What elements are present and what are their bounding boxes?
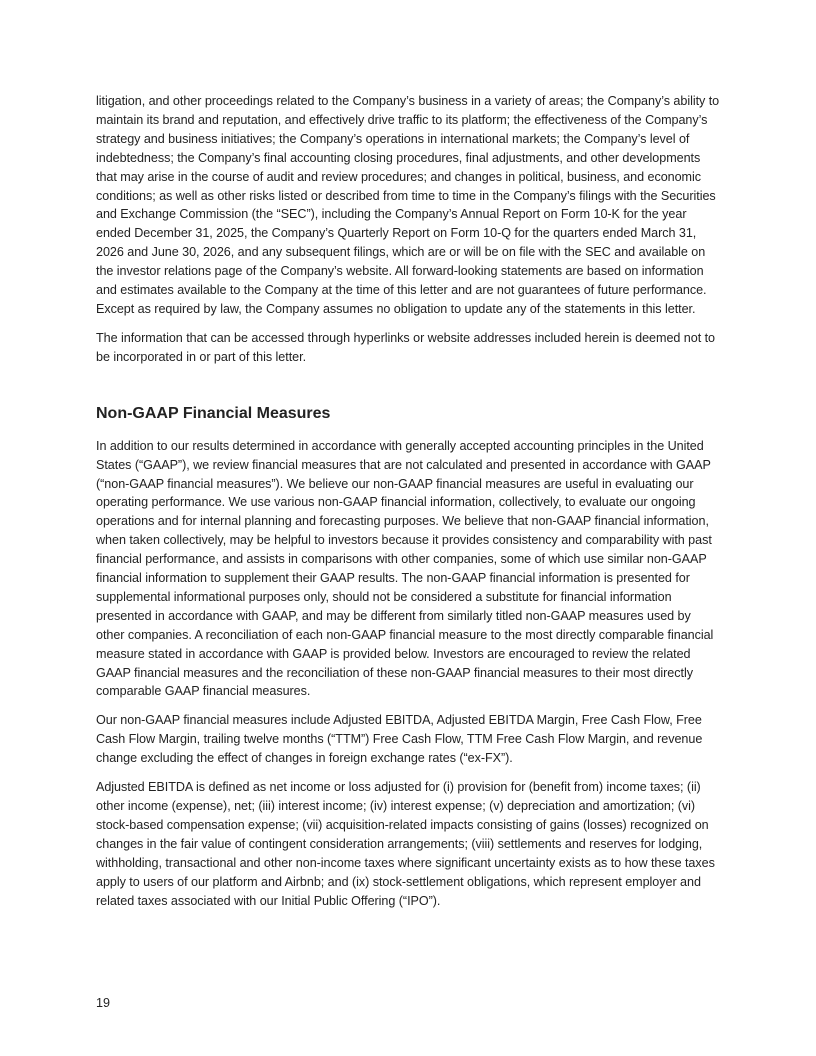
non-gaap-measures-list-paragraph: Our non-GAAP financial measures include Adjusted EBITDA, Adjusted EBITDA Margin, Free Cash Flow, Free Cash Flow Margin, trailing twelve months (“TTM”) Free Cash Flow, TTM Free Cash Flow Margin, and revenue change excluding the effect of changes in foreign exchange rates (“ex-FX”). bbox=[96, 713, 703, 766]
page-number: 19 bbox=[96, 996, 111, 1010]
section-heading: Non-GAAP Financial Measures bbox=[96, 404, 331, 422]
non-gaap-intro-paragraph: In addition to our results determined in accordance with generally accepted accounting principles in the United States (“GAAP”), we review financial measures that are not calculated and presented in accordance with GAAP (“non-GAAP financial measures”). We believe our non-GAAP financial measures are useful in evaluating our operating performance. We use various non-GAAP financial information, collectively, to evaluate our ongoing operations and for internal planning and forecasting purposes. We believe that non-GAAP financial information, when taken collectively, may be helpful to investors because it provides consistency and comparability with past financial performance, and assists in comparisons with other companies, some of which use similar non-GAAP financial information to supplement their GAAP results. The non-GAAP financial information is presented for supplemental informational purposes only, should not be considered a substitute for financial information presented in accordance with GAAP, and may be different from similarly titled non-GAAP measures used by other companies. A reconciliation of each non-GAAP financial measure to the most directly comparable financial measure stated in accordance with GAAP is provided below. Investors are encouraged to review the related GAAP financial measures and the reconciliation of these non-GAAP financial measures to their most directly comparable GAAP financial measures. bbox=[96, 438, 714, 699]
adjusted-ebitda-definition-paragraph: Adjusted EBITDA is defined as net income or loss adjusted for (i) provision for (benefit from) income taxes; (ii) other income (expense), net; (iii) interest income; (iv) interest expense; (v) depreciation and amortization; (vi) stock-based compensation expense; (vii) acquisition-related impacts consisting of gains (losses) recognized on changes in the fair value of contingent consideration arrangements; (viii) settlements and reserves for lodging, withholding, transactional and other non-income taxes where significant uncertainty exists as to how these taxes apply to users of our platform and Airbnb; and (ix) stock-settlement obligations, which represent employer and related taxes associated with our Initial Public Offering (“IPO”). bbox=[96, 780, 715, 908]
forward-looking-paragraph: litigation, and other proceedings related to the Company’s business in a variety of areas; the Company’s ability to maintain its brand and reputation, and effectively drive traffic to its platform; the effectiveness of the Company’s strategy and business initiatives; the Company’s operations in international markets; the Company’s level of indebtedness; the Company’s final accounting closing procedures, final adjustments, and other developments that may arise in the course of audit and review procedures; and changes in political, business, and economic conditions; as well as other risks listed or described from time to time in the Company’s filings with the Securities and Exchange Commission (the “SEC”), including the Company’s Annual Report on Form 10-K for the year ended December 31, 2025, the Company’s Quarterly Report on Form 10-Q for the quarters ended March 31, 2026 and June 30, 2026, and any subsequent filings, which are or will be on file with the SEC and available on the investor relations page of the Company’s website. All forward-looking statements are based on information and estimates available to the Company at the time of this letter and are not guarantees of future performance. Except as required by law, the Company assumes no obligation to update any of the statements in this letter. bbox=[96, 94, 720, 316]
hyperlinks-disclaimer-paragraph: The information that can be accessed through hyperlinks or website addresses included herein is deemed not to be incorporated in or part of this letter. bbox=[96, 330, 716, 364]
document-page bbox=[96, 92, 720, 920]
